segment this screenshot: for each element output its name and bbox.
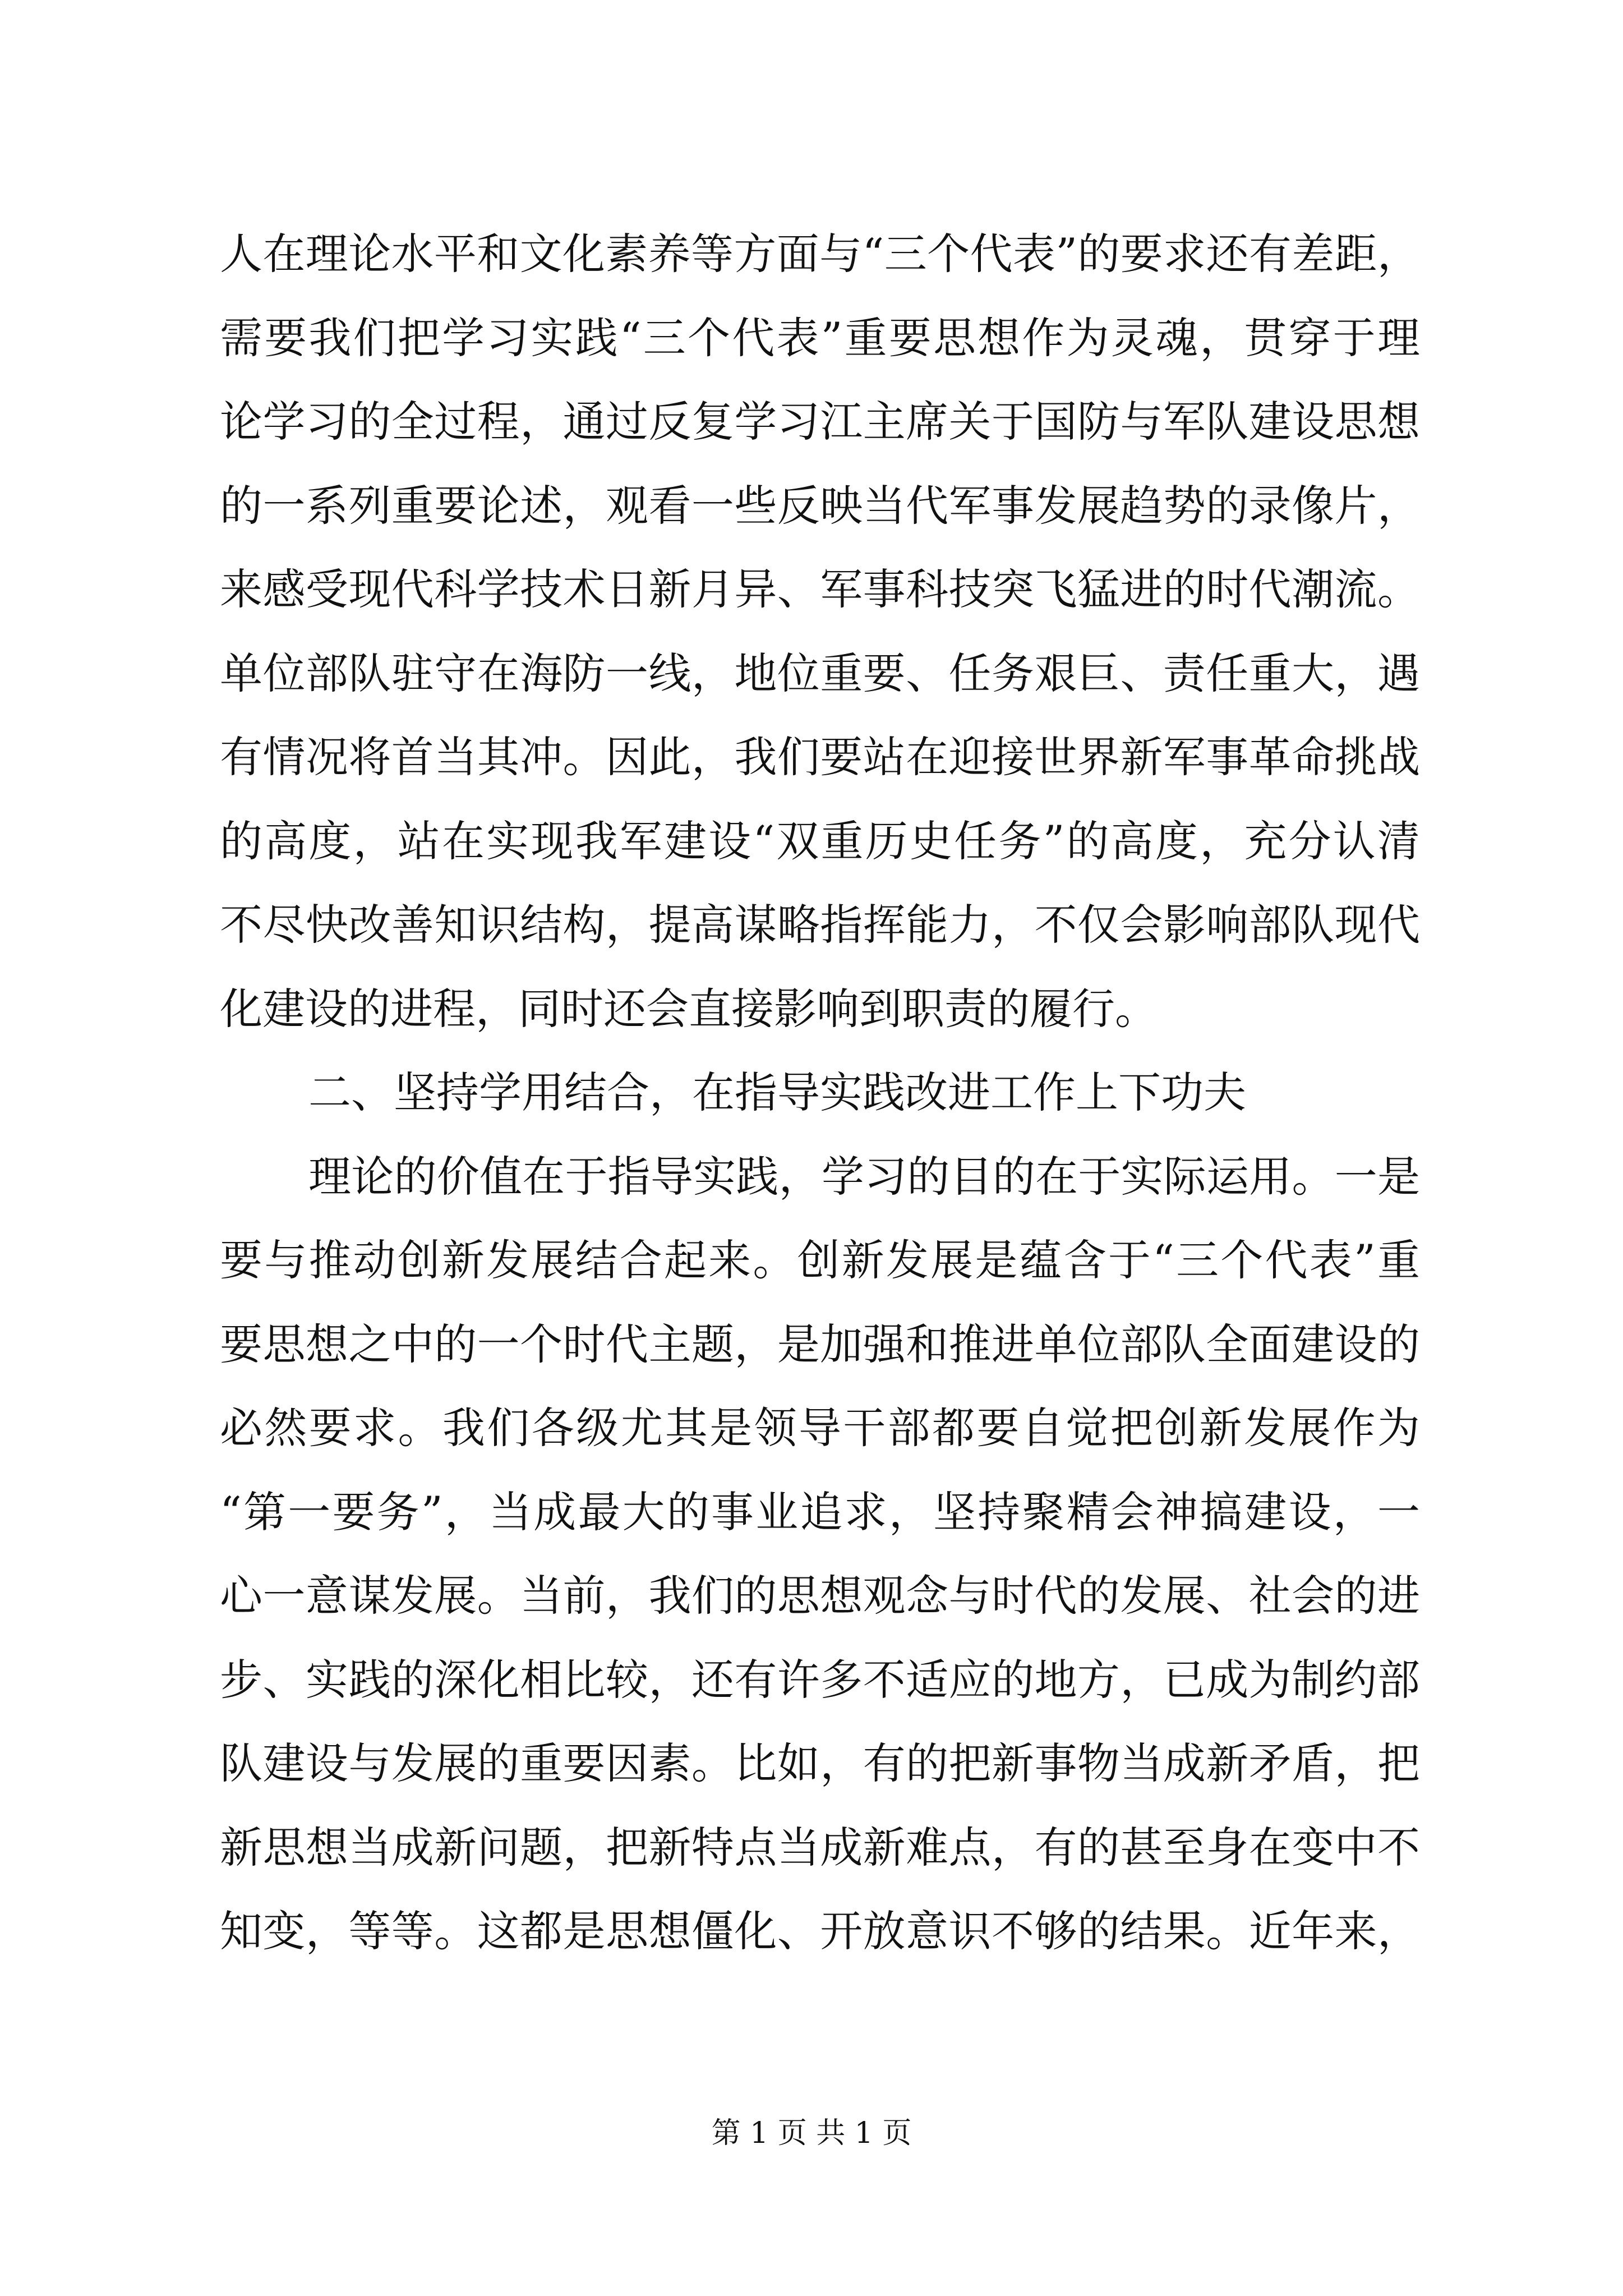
text-line: 有情况将首当其冲。因此，我们要站在迎接世界新军事革命挑战 xyxy=(220,732,1420,782)
text-line: 的高度，站在实现我军建设“双重历史任务”的高度，充分认清 xyxy=(220,816,1420,866)
text-line: 队建设与发展的重要因素。比如，有的把新事物当成新矛盾，把 xyxy=(220,1738,1420,1788)
text-line: “第一要务”，当成最大的事业追求，坚持聚精会神搞建设，一 xyxy=(220,1487,1420,1537)
text-line: 来感受现代科学技术日新月异、军事科技突飞猛进的时代潮流。 xyxy=(220,564,1420,614)
text-line: 单位部队驻守在海防一线，地位重要、任务艰巨、责任重大，遇 xyxy=(220,648,1420,698)
text-line: 步、实践的深化相比较，还有许多不适应的地方，已成为制约部 xyxy=(220,1654,1420,1705)
text-line: 新思想当成新问题，把新特点当成新难点，有的甚至身在变中不 xyxy=(220,1822,1420,1872)
text-line: 的一系列重要论述，观看一些反映当代军事发展趋势的录像片， xyxy=(220,480,1420,531)
text-line: 要思想之中的一个时代主题，是加强和推进单位部队全面建设的 xyxy=(220,1319,1420,1369)
text-line: 不尽快改善知识结构，提高谋略指挥能力，不仅会影响部队现代 xyxy=(220,900,1420,950)
paragraph-start-line: 理论的价值在于指导实践，学习的目的在于实际运用。一是 xyxy=(308,1151,1420,1202)
text-line: 必然要求。我们各级尤其是领导干部都要自觉把创新发展作为 xyxy=(220,1403,1420,1453)
text-line: 论学习的全过程，通过反复学习江主席关于国防与军队建设思想 xyxy=(220,397,1420,447)
section-heading: 二、坚持学用结合，在指导实践改进工作上下功夫 xyxy=(308,1068,1246,1117)
body-text xyxy=(220,212,1420,1973)
text-line: 知变，等等。这都是思想僵化、开放意识不够的结果。近年来， xyxy=(220,1906,1420,1956)
paragraph-end-line: 化建设的进程，同时还会直接影响到职责的履行。 xyxy=(220,983,1158,1034)
text-line: 人在理论水平和文化素养等方面与“三个代表”的要求还有差距， xyxy=(220,229,1420,279)
page-footer: 第 1 页 共 1 页 xyxy=(711,2116,912,2150)
text-line: 需要我们把学习实践“三个代表”重要思想作为灵魂，贯穿于理 xyxy=(220,312,1420,363)
text-line: 要与推动创新发展结合起来。创新发展是蕴含于“三个代表”重 xyxy=(220,1235,1420,1285)
text-line: 心一意谋发展。当前，我们的思想观念与时代的发展、社会的进 xyxy=(220,1571,1420,1621)
